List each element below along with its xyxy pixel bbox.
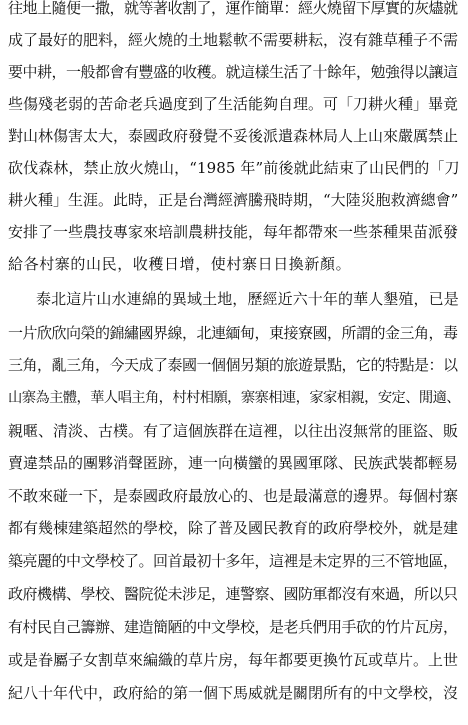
text-line: 往地上隨便一撒，就等著收割了，運作簡單：經火燒留下厚實的灰燼就 (8, 0, 458, 17)
text-line: 或是眷屬子女割草來編織的草片房，每年都要更換竹瓦或草片。上世 (8, 651, 459, 669)
text-line: 政府機構、學校、醫院從未涉足，連警察、國防軍都沒有來過，所以只 (8, 585, 458, 603)
text-line: 親暱、清淡、古樸。有了這個族群在這裡，以往出沒無常的匪盜、販 (8, 422, 459, 440)
text-line: 給各村寨的山民，收穫日增，使村寨日日換新顏。 (8, 255, 352, 273)
text-line: 山寨為主體，華人唱主角，村村相願，寨寨相連，家家相親，安定、閒適、 (8, 390, 460, 406)
text-line: 安排了一些農技專家來培訓農耕技能，每年都帶來一些茶種果苗派發 (8, 223, 459, 241)
text-line: 耕火種」生涯。此時，正是台灣經濟騰飛時期，“大陸災胞救濟總會” (8, 191, 459, 209)
text-line: 些傷殘老弱的苦命老兵過度到了生活能夠自理。可「刀耕火種」畢竟 (8, 95, 459, 113)
text-line: 賣違禁品的團夥消聲匿跡，連一向橫蠻的異國軍隊、民族武裝都輕易 (8, 454, 459, 472)
text-line: 有村民自己籌辦、建造簡陋的中文學校，是老兵們用手砍的竹片瓦房， (8, 618, 458, 636)
text-line: 成了最好的肥料，經火燒的土地鬆軟不需要耕耘，沒有雜草種子不需 (8, 31, 459, 49)
text-line: 三角，亂三角，今天成了泰國一個個另類的旅遊景點，它的特點是：以 (8, 356, 458, 374)
text-line: 築亮麗的中文學校了。回首最初十多年，這裡是未定界的三不管地區， (8, 552, 458, 570)
text-line: 砍伐森林，禁止放火燒山，“1985 年”前後就此結束了山民們的「刀 (8, 159, 460, 177)
paragraph-first-line: 泰北這片山水連綿的異域土地，歷經近六十年的華人墾殖，已是 (36, 290, 459, 308)
text-line: 一片欣欣向榮的錦繡國界線，北連緬甸，東接寮國，所謂的金三角，毒 (8, 324, 458, 342)
text-line: 要中耕，一般都會有豐盛的收穫。就這樣生活了十餘年，勉強得以讓這 (8, 63, 458, 81)
text-line: 紀八十年代中，政府給的第一個下馬威就是關閉所有的中文學校，沒 (8, 684, 459, 702)
text-line: 對山林傷害太大，泰國政府發覺不妥後派遣森林局人上山來嚴厲禁止 (8, 127, 459, 145)
text-line: 不敢來碰一下，是泰國政府最放心的、也是最滿意的邊界。每個村寨 (8, 487, 459, 505)
text-line: 都有幾棟建築超然的學校，除了普及國民教育的政府學校外，就是建 (8, 519, 459, 537)
